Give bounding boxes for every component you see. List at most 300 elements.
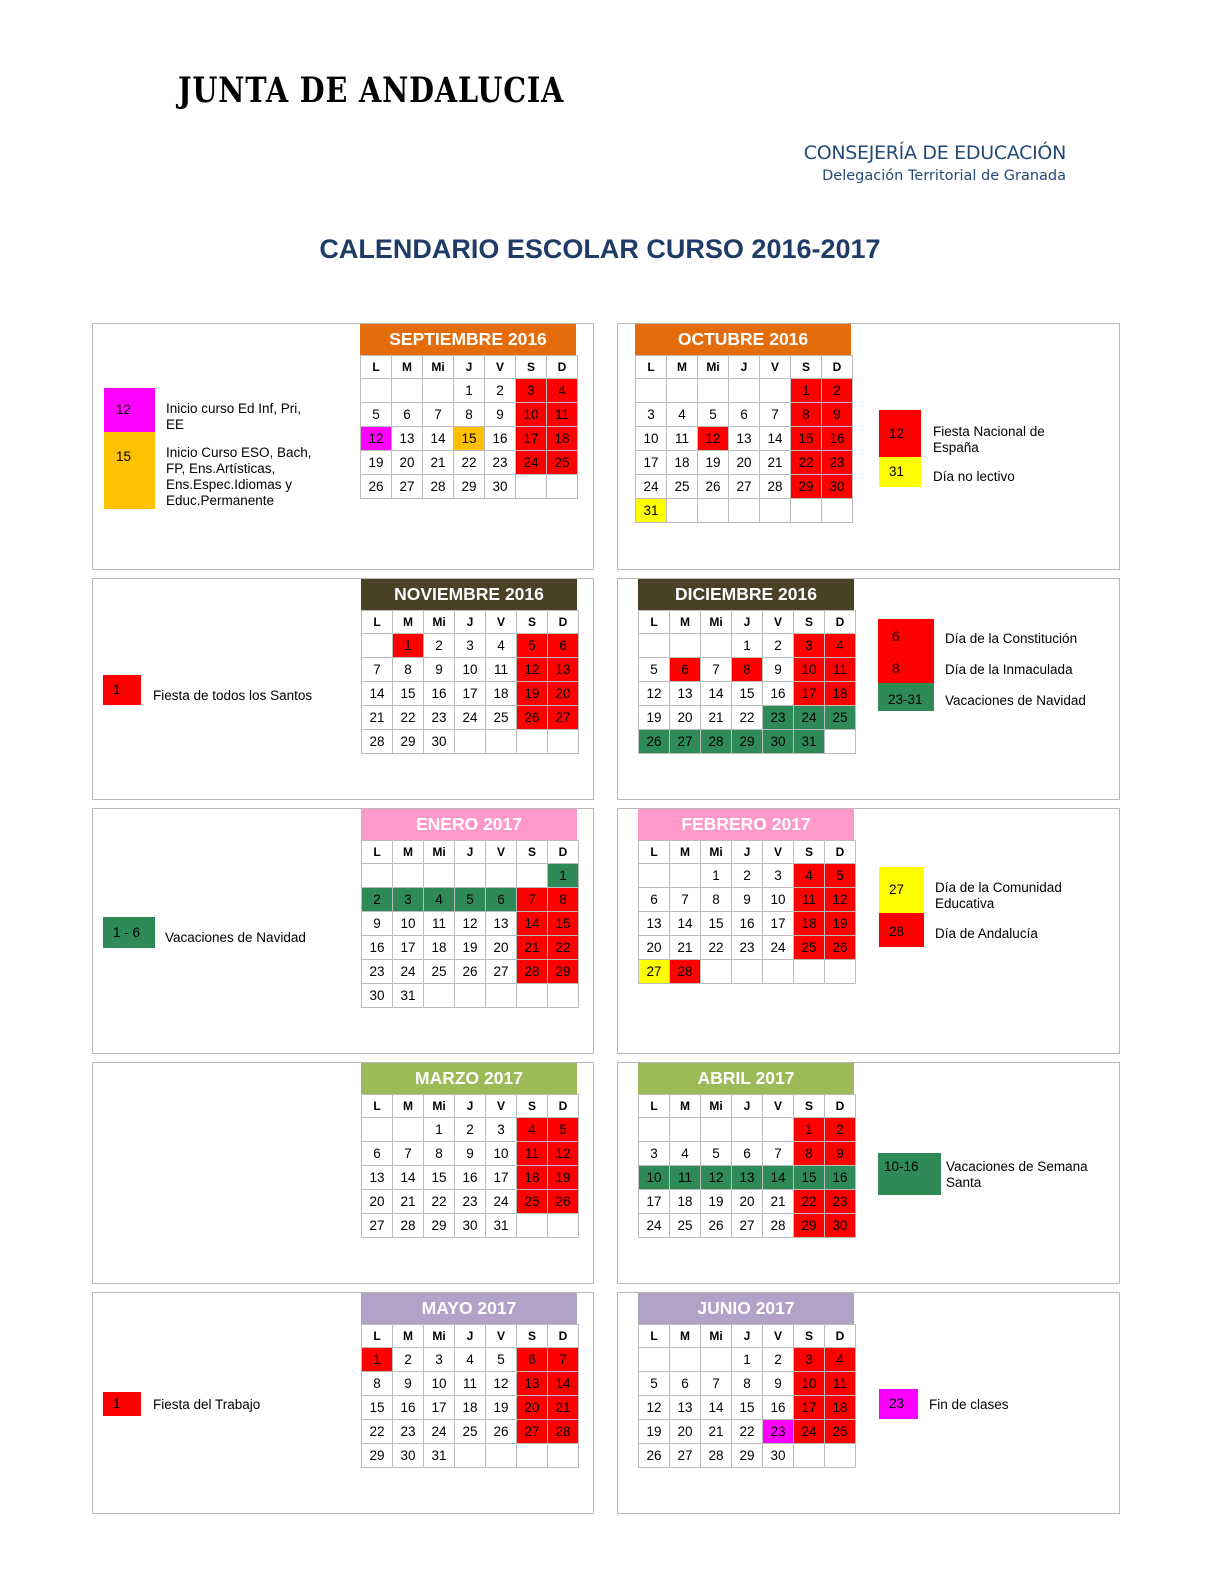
legend-text-no-lectivo: Día no lectivo — [933, 469, 1015, 484]
day-cell: 25 — [667, 475, 698, 499]
day-cell: 9 — [825, 1142, 856, 1166]
day-cell: 21 — [701, 706, 732, 730]
day-cell: 15 — [794, 1166, 825, 1190]
day-cell: 12 — [639, 1396, 670, 1420]
day-cell: 2 — [455, 1118, 486, 1142]
day-cell: 2 — [485, 379, 516, 403]
empty-cell — [486, 984, 517, 1008]
day-cell: 29 — [393, 730, 424, 754]
empty-cell — [548, 730, 579, 754]
day-cell: 16 — [362, 936, 393, 960]
legend-text-comunidad-educativa: Día de la Comunidad Educativa — [935, 880, 1062, 911]
empty-cell — [639, 1118, 670, 1142]
legend-swatch-inicio-eso: 15 — [104, 432, 155, 509]
day-cell: 26 — [701, 1214, 732, 1238]
day-cell: 5 — [701, 1142, 732, 1166]
weekday-header: Mi — [698, 356, 729, 379]
legend-text-todos-santos: Fiesta de todos los Santos — [153, 688, 313, 703]
day-cell: 21 — [517, 936, 548, 960]
day-cell: 2 — [822, 379, 853, 403]
day-cell: 28 — [393, 1214, 424, 1238]
day-cell: 1 — [362, 1348, 393, 1372]
empty-cell — [701, 1348, 732, 1372]
day-cell: 29 — [424, 1214, 455, 1238]
empty-cell — [517, 1214, 548, 1238]
weekday-header: J — [455, 611, 486, 634]
empty-cell — [760, 499, 791, 523]
day-cell: 9 — [455, 1142, 486, 1166]
empty-cell — [670, 1118, 701, 1142]
day-cell: 17 — [763, 912, 794, 936]
empty-cell — [423, 379, 454, 403]
empty-cell — [667, 379, 698, 403]
weekday-header: V — [763, 841, 794, 864]
empty-cell — [362, 634, 393, 658]
day-cell: 16 — [455, 1166, 486, 1190]
weekday-header: M — [393, 1095, 424, 1118]
day-cell: 7 — [760, 403, 791, 427]
day-cell: 20 — [732, 1190, 763, 1214]
day-cell: 16 — [763, 1396, 794, 1420]
day-cell: 9 — [822, 403, 853, 427]
day-cell: 24 — [636, 475, 667, 499]
day-cell: 22 — [424, 1190, 455, 1214]
day-cell: 4 — [455, 1348, 486, 1372]
day-cell: 17 — [794, 682, 825, 706]
day-cell: 12 — [825, 888, 856, 912]
day-cell: 4 — [794, 864, 825, 888]
day-cell: 30 — [825, 1214, 856, 1238]
day-cell: 6 — [486, 888, 517, 912]
day-cell: 20 — [670, 706, 701, 730]
empty-cell — [393, 1118, 424, 1142]
empty-cell — [794, 1444, 825, 1468]
day-cell: 15 — [701, 912, 732, 936]
day-cell: 18 — [424, 936, 455, 960]
day-cell: 22 — [732, 1420, 763, 1444]
day-cell: 1 — [791, 379, 822, 403]
day-cell: 30 — [424, 730, 455, 754]
legend-text-constitucion: Día de la Constitución — [945, 631, 1078, 646]
day-cell: 4 — [670, 1142, 701, 1166]
day-cell: 25 — [670, 1214, 701, 1238]
day-cell: 13 — [517, 1372, 548, 1396]
day-cell: 10 — [639, 1166, 670, 1190]
weekday-header: S — [517, 841, 548, 864]
day-cell: 6 — [670, 658, 701, 682]
day-cell: 31 — [486, 1214, 517, 1238]
empty-cell — [729, 379, 760, 403]
day-cell: 19 — [825, 912, 856, 936]
day-cell: 26 — [548, 1190, 579, 1214]
day-cell: 10 — [393, 912, 424, 936]
day-cell: 12 — [486, 1372, 517, 1396]
day-cell: 29 — [732, 1444, 763, 1468]
calendar-marzo — [361, 1063, 577, 1238]
day-cell: 27 — [548, 706, 579, 730]
empty-cell — [729, 499, 760, 523]
day-cell: 1 — [732, 634, 763, 658]
day-cell: 18 — [825, 1396, 856, 1420]
day-cell: 13 — [670, 682, 701, 706]
legend-text-fiesta-nacional: Fiesta Nacional de España — [933, 424, 1045, 455]
day-cell: 8 — [454, 403, 485, 427]
weekday-header: J — [455, 1325, 486, 1348]
weekday-header: V — [486, 1325, 517, 1348]
legend-swatch-navidad: 23-31 — [878, 683, 934, 711]
day-cell: 10 — [455, 658, 486, 682]
month-title: OCTUBRE 2016 — [635, 324, 851, 355]
day-cell: 9 — [732, 888, 763, 912]
empty-cell — [547, 475, 578, 499]
day-cell: 25 — [517, 1190, 548, 1214]
day-cell: 26 — [361, 475, 392, 499]
weekday-header: S — [794, 1325, 825, 1348]
day-cell: 25 — [486, 706, 517, 730]
day-cell: 16 — [485, 427, 516, 451]
day-cell: 14 — [701, 1396, 732, 1420]
day-cell: 17 — [424, 1396, 455, 1420]
day-cell: 15 — [424, 1166, 455, 1190]
day-cell: 20 — [362, 1190, 393, 1214]
day-cell: 10 — [516, 403, 547, 427]
day-cell: 14 — [517, 912, 548, 936]
day-cell: 26 — [639, 1444, 670, 1468]
weekday-header: S — [794, 841, 825, 864]
day-cell: 21 — [670, 936, 701, 960]
day-cell: 22 — [393, 706, 424, 730]
weekday-header: D — [548, 611, 579, 634]
legend-swatch-semana-santa: 10-16 — [878, 1153, 941, 1195]
weekday-header: M — [670, 1325, 701, 1348]
weekday-header: J — [732, 841, 763, 864]
legend-text-andalucia: Día de Andalucía — [935, 926, 1038, 941]
day-cell: 3 — [455, 634, 486, 658]
day-cell: 14 — [763, 1166, 794, 1190]
day-cell: 12 — [698, 427, 729, 451]
legend-text-inicio-eso: Inicio Curso ESO, Bach, FP, Ens.Artísticas, Ens.Espec.Idiomas y Educ.Permanente — [166, 445, 312, 508]
calendar-junio — [638, 1293, 854, 1468]
day-cell: 4 — [486, 634, 517, 658]
weekday-header: L — [639, 1095, 670, 1118]
day-cell: 31 — [424, 1444, 455, 1468]
day-cell: 11 — [517, 1142, 548, 1166]
day-cell: 17 — [393, 936, 424, 960]
day-cell: 23 — [732, 936, 763, 960]
day-cell: 28 — [763, 1214, 794, 1238]
weekday-header: V — [763, 1325, 794, 1348]
day-cell: 16 — [822, 427, 853, 451]
empty-cell — [424, 864, 455, 888]
day-cell: 31 — [794, 730, 825, 754]
day-cell: 6 — [548, 634, 579, 658]
legend-swatch-fin-clases: 23 — [879, 1389, 918, 1419]
day-cell: 14 — [670, 912, 701, 936]
day-cell: 7 — [517, 888, 548, 912]
weekday-header: D — [825, 611, 856, 634]
empty-cell — [455, 864, 486, 888]
consejeria-block — [804, 142, 1066, 184]
weekday-header: M — [393, 841, 424, 864]
day-cell: 27 — [670, 1444, 701, 1468]
day-cell: 8 — [393, 658, 424, 682]
day-cell: 21 — [362, 706, 393, 730]
weekday-header: V — [485, 356, 516, 379]
day-cell: 30 — [763, 730, 794, 754]
legend-text-navidad-enero: Vacaciones de Navidad — [165, 930, 306, 945]
day-cell: 1 — [548, 864, 579, 888]
legend-text-navidad: Vacaciones de Navidad — [945, 693, 1086, 708]
day-cell: 17 — [639, 1190, 670, 1214]
day-cell: 24 — [763, 936, 794, 960]
day-cell: 28 — [362, 730, 393, 754]
legend-swatch-inicio-infantil: 12 — [104, 388, 155, 432]
day-cell: 5 — [639, 1372, 670, 1396]
weekday-header: V — [486, 841, 517, 864]
junta-logo: JUNTA DE ANDALUCIA — [178, 70, 565, 111]
empty-cell — [732, 1118, 763, 1142]
day-cell: 18 — [547, 427, 578, 451]
day-cell: 15 — [732, 1396, 763, 1420]
weekday-header: Mi — [701, 611, 732, 634]
day-cell: 20 — [729, 451, 760, 475]
day-cell: 20 — [670, 1420, 701, 1444]
day-cell: 7 — [548, 1348, 579, 1372]
weekday-header: J — [455, 1095, 486, 1118]
day-cell: 15 — [732, 682, 763, 706]
day-cell: 2 — [732, 864, 763, 888]
day-cell: 3 — [763, 864, 794, 888]
empty-cell — [794, 960, 825, 984]
month-grid — [361, 840, 579, 1008]
day-cell: 5 — [698, 403, 729, 427]
day-cell: 15 — [362, 1396, 393, 1420]
month-grid — [361, 1324, 579, 1468]
day-cell: 24 — [639, 1214, 670, 1238]
day-cell: 25 — [794, 936, 825, 960]
day-cell: 8 — [424, 1142, 455, 1166]
empty-cell — [548, 984, 579, 1008]
empty-cell — [455, 984, 486, 1008]
legend-text-inicio-infantil: Inicio curso Ed Inf, Pri, EE — [166, 401, 302, 432]
weekday-header: D — [548, 1325, 579, 1348]
weekday-header: D — [548, 1095, 579, 1118]
day-cell: 7 — [362, 658, 393, 682]
calendar-diciembre — [638, 579, 854, 754]
empty-cell — [825, 1444, 856, 1468]
day-cell: 24 — [486, 1190, 517, 1214]
day-cell: 23 — [822, 451, 853, 475]
calendar-mayo — [361, 1293, 577, 1468]
day-cell: 30 — [822, 475, 853, 499]
empty-cell — [517, 730, 548, 754]
day-cell: 6 — [392, 403, 423, 427]
day-cell: 23 — [424, 706, 455, 730]
day-cell: 18 — [667, 451, 698, 475]
day-cell: 21 — [423, 451, 454, 475]
day-cell: 29 — [791, 475, 822, 499]
day-cell: 25 — [825, 706, 856, 730]
day-cell: 11 — [455, 1372, 486, 1396]
day-cell: 26 — [455, 960, 486, 984]
month-title: ABRIL 2017 — [638, 1063, 854, 1094]
day-cell: 27 — [486, 960, 517, 984]
day-cell: 14 — [393, 1166, 424, 1190]
month-title: DICIEMBRE 2016 — [638, 579, 854, 610]
day-cell: 27 — [639, 960, 670, 984]
day-cell: 22 — [794, 1190, 825, 1214]
day-cell: 8 — [794, 1142, 825, 1166]
calendar-abril — [638, 1063, 854, 1238]
day-cell: 6 — [670, 1372, 701, 1396]
day-cell: 30 — [485, 475, 516, 499]
weekday-header: Mi — [424, 1325, 455, 1348]
day-cell: 20 — [548, 682, 579, 706]
empty-cell — [517, 984, 548, 1008]
weekday-header: V — [763, 1095, 794, 1118]
legend-swatch-trabajo: 1 — [103, 1392, 141, 1416]
weekday-header: V — [763, 611, 794, 634]
weekday-header: D — [548, 841, 579, 864]
weekday-header: Mi — [423, 356, 454, 379]
weekday-header: L — [639, 1325, 670, 1348]
day-cell: 11 — [825, 1372, 856, 1396]
empty-cell — [517, 1444, 548, 1468]
day-cell: 9 — [362, 912, 393, 936]
day-cell: 14 — [423, 427, 454, 451]
legend-swatch-todos-santos: 1 — [103, 675, 141, 705]
empty-cell — [639, 634, 670, 658]
legend-swatch-andalucia: 28 — [879, 913, 924, 947]
legend-swatch-fiesta-nacional: 12 — [879, 410, 921, 457]
day-cell: 7 — [423, 403, 454, 427]
empty-cell — [698, 499, 729, 523]
day-cell: 6 — [362, 1142, 393, 1166]
day-cell: 24 — [455, 706, 486, 730]
day-cell: 23 — [362, 960, 393, 984]
day-cell: 4 — [667, 403, 698, 427]
page-title: CALENDARIO ESCOLAR CURSO 2016-2017 — [319, 234, 881, 264]
day-cell: 21 — [701, 1420, 732, 1444]
day-cell: 10 — [794, 1372, 825, 1396]
empty-cell — [636, 379, 667, 403]
day-cell: 12 — [548, 1142, 579, 1166]
day-cell: 21 — [393, 1190, 424, 1214]
day-cell: 26 — [486, 1420, 517, 1444]
day-cell: 10 — [424, 1372, 455, 1396]
day-cell: 27 — [392, 475, 423, 499]
weekday-header: M — [670, 611, 701, 634]
day-cell: 3 — [424, 1348, 455, 1372]
day-cell: 16 — [825, 1166, 856, 1190]
day-cell: 11 — [424, 912, 455, 936]
day-cell: 1 — [701, 864, 732, 888]
weekday-header: M — [392, 356, 423, 379]
day-cell: 5 — [455, 888, 486, 912]
day-cell: 31 — [636, 499, 667, 523]
day-cell: 1 — [732, 1348, 763, 1372]
empty-cell — [516, 475, 547, 499]
day-cell: 29 — [732, 730, 763, 754]
day-cell: 1 — [454, 379, 485, 403]
day-cell: 17 — [636, 451, 667, 475]
month-grid — [361, 610, 579, 754]
day-cell: 20 — [486, 936, 517, 960]
empty-cell — [670, 1348, 701, 1372]
legend-text-inmaculada: Día de la Inmaculada — [945, 662, 1073, 677]
month-title: FEBRERO 2017 — [638, 809, 854, 840]
day-cell: 23 — [455, 1190, 486, 1214]
day-cell: 12 — [639, 682, 670, 706]
empty-cell — [517, 864, 548, 888]
empty-cell — [763, 1118, 794, 1142]
calendar-septiembre — [360, 324, 576, 499]
day-cell: 25 — [455, 1420, 486, 1444]
day-cell: 9 — [763, 658, 794, 682]
weekday-header: D — [825, 1325, 856, 1348]
day-cell: 22 — [362, 1420, 393, 1444]
calendar-octubre — [635, 324, 851, 523]
day-cell: 23 — [763, 706, 794, 730]
day-cell: 12 — [455, 912, 486, 936]
day-cell: 2 — [825, 1118, 856, 1142]
day-cell: 18 — [670, 1190, 701, 1214]
day-cell: 19 — [486, 1396, 517, 1420]
weekday-header: L — [361, 356, 392, 379]
month-grid — [360, 355, 578, 499]
day-cell: 9 — [424, 658, 455, 682]
consejeria-title: CONSEJERÍA DE EDUCACIÓN — [803, 142, 1066, 164]
day-cell: 23 — [393, 1420, 424, 1444]
day-cell: 7 — [670, 888, 701, 912]
day-cell: 11 — [486, 658, 517, 682]
day-cell: 29 — [794, 1214, 825, 1238]
weekday-header: M — [670, 1095, 701, 1118]
day-cell: 24 — [393, 960, 424, 984]
day-cell: 19 — [548, 1166, 579, 1190]
day-cell: 19 — [639, 706, 670, 730]
day-cell: 26 — [639, 730, 670, 754]
day-cell: 25 — [424, 960, 455, 984]
day-cell: 12 — [701, 1166, 732, 1190]
day-cell: 25 — [825, 1420, 856, 1444]
day-cell: 29 — [548, 960, 579, 984]
day-cell: 13 — [362, 1166, 393, 1190]
day-cell: 23 — [825, 1190, 856, 1214]
empty-cell — [732, 960, 763, 984]
month-grid — [638, 840, 856, 984]
day-cell: 3 — [794, 634, 825, 658]
day-cell: 3 — [794, 1348, 825, 1372]
weekday-header: M — [670, 841, 701, 864]
month-grid — [638, 1324, 856, 1468]
day-cell: 7 — [393, 1142, 424, 1166]
day-cell: 21 — [763, 1190, 794, 1214]
day-cell: 18 — [825, 682, 856, 706]
weekday-header: V — [760, 356, 791, 379]
day-cell: 11 — [794, 888, 825, 912]
empty-cell — [667, 499, 698, 523]
legend-text-semana-santa: Vacaciones de Semana Santa — [946, 1159, 1088, 1190]
day-cell: 13 — [548, 658, 579, 682]
day-cell: 18 — [794, 912, 825, 936]
day-cell: 2 — [393, 1348, 424, 1372]
day-cell: 8 — [791, 403, 822, 427]
weekday-header: S — [517, 1095, 548, 1118]
weekday-header: M — [667, 356, 698, 379]
month-title: ENERO 2017 — [361, 809, 577, 840]
day-cell: 4 — [424, 888, 455, 912]
